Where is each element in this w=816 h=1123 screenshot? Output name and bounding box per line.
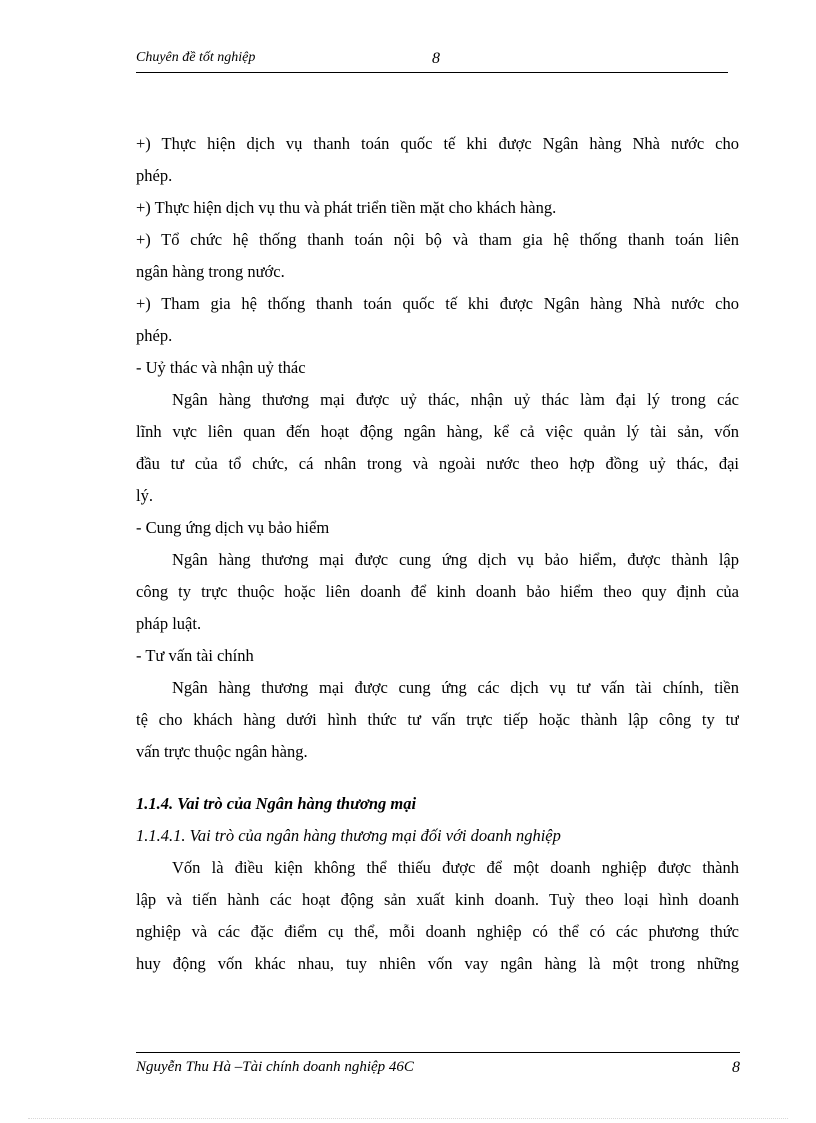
section-gap <box>136 768 739 788</box>
text-line: lý. <box>136 486 153 505</box>
section-heading: 1.1.4. Vai trò của Ngân hàng thương mại <box>136 794 417 813</box>
header-title: Chuyên đề tốt nghiệp <box>136 50 256 65</box>
text-line: phép. <box>136 326 173 345</box>
footer-page-number: 8 <box>732 1059 740 1076</box>
text-line: huy động vốn khác nhau, tuy nhiên vốn vay ngân hàng là một trong những <box>136 954 739 973</box>
text-line: ngân hàng trong nước. <box>136 262 285 281</box>
page-footer <box>136 1052 740 1077</box>
text-line: tệ cho khách hàng dưới hình thức tư vấn trực tiếp hoặc thành lập công ty tư <box>136 710 739 729</box>
header-page-number: 8 <box>432 50 440 67</box>
text-line: +) Thực hiện dịch vụ thanh toán quốc tế khi được Ngân hàng Nhà nước cho <box>136 134 739 153</box>
text-line: đầu tư của tổ chức, cá nhân trong và ngoài nước theo hợp đồng uỷ thác, đại <box>136 454 739 473</box>
text-line: lập và tiến hành các hoạt động sản xuất kinh doanh. Tuỳ theo loại hình doanh <box>136 890 739 909</box>
bullet-line: - Cung ứng dịch vụ bảo hiểm <box>136 518 330 537</box>
text-line: công ty trực thuộc hoặc liên doanh để kinh doanh bảo hiểm theo quy định của <box>136 582 739 601</box>
subsection-heading: 1.1.4.1. Vai trò của ngân hàng thương mại đối với doanh nghiệp <box>136 826 561 845</box>
page-edge-divider <box>28 1118 788 1119</box>
text-line: Ngân hàng thương mại được cung ứng các dịch vụ tư vấn tài chính, tiền <box>172 678 739 697</box>
text-line: nghiệp và các đặc điểm cụ thể, mỗi doanh nghiệp có thể có các phương thức <box>136 922 739 941</box>
bullet-line: - Tư vấn tài chính <box>136 646 254 665</box>
text-line: +) Thực hiện dịch vụ thu và phát triển tiền mặt cho khách hàng. <box>136 198 557 217</box>
text-line: phép. <box>136 166 173 185</box>
text-line: lĩnh vực liên quan đến hoạt động ngân hàng, kể cả việc quản lý tài sản, vốn <box>136 422 739 441</box>
footer-author: Nguyễn Thu Hà –Tài chính doanh nghiệp 46C <box>136 1059 414 1075</box>
text-line: +) Tổ chức hệ thống thanh toán nội bộ và tham gia hệ thống thanh toán liên <box>136 230 739 249</box>
text-line: Ngân hàng thương mại được uỷ thác, nhận uỷ thác làm đại lý trong các <box>172 390 739 409</box>
text-line: pháp luật. <box>136 614 202 633</box>
text-line: Vốn là điều kiện không thể thiếu được để một doanh nghiệp được thành <box>172 858 739 877</box>
text-line: +) Tham gia hệ thống thanh toán quốc tế khi được Ngân hàng Nhà nước cho <box>136 294 739 313</box>
text-line: vấn trực thuộc ngân hàng. <box>136 742 308 761</box>
bullet-line: - Uỷ thác và nhận uỷ thác <box>136 358 306 377</box>
document-body <box>136 128 739 980</box>
page-header <box>136 48 728 73</box>
text-line: Ngân hàng thương mại được cung ứng dịch vụ bảo hiểm, được thành lập <box>172 550 739 569</box>
